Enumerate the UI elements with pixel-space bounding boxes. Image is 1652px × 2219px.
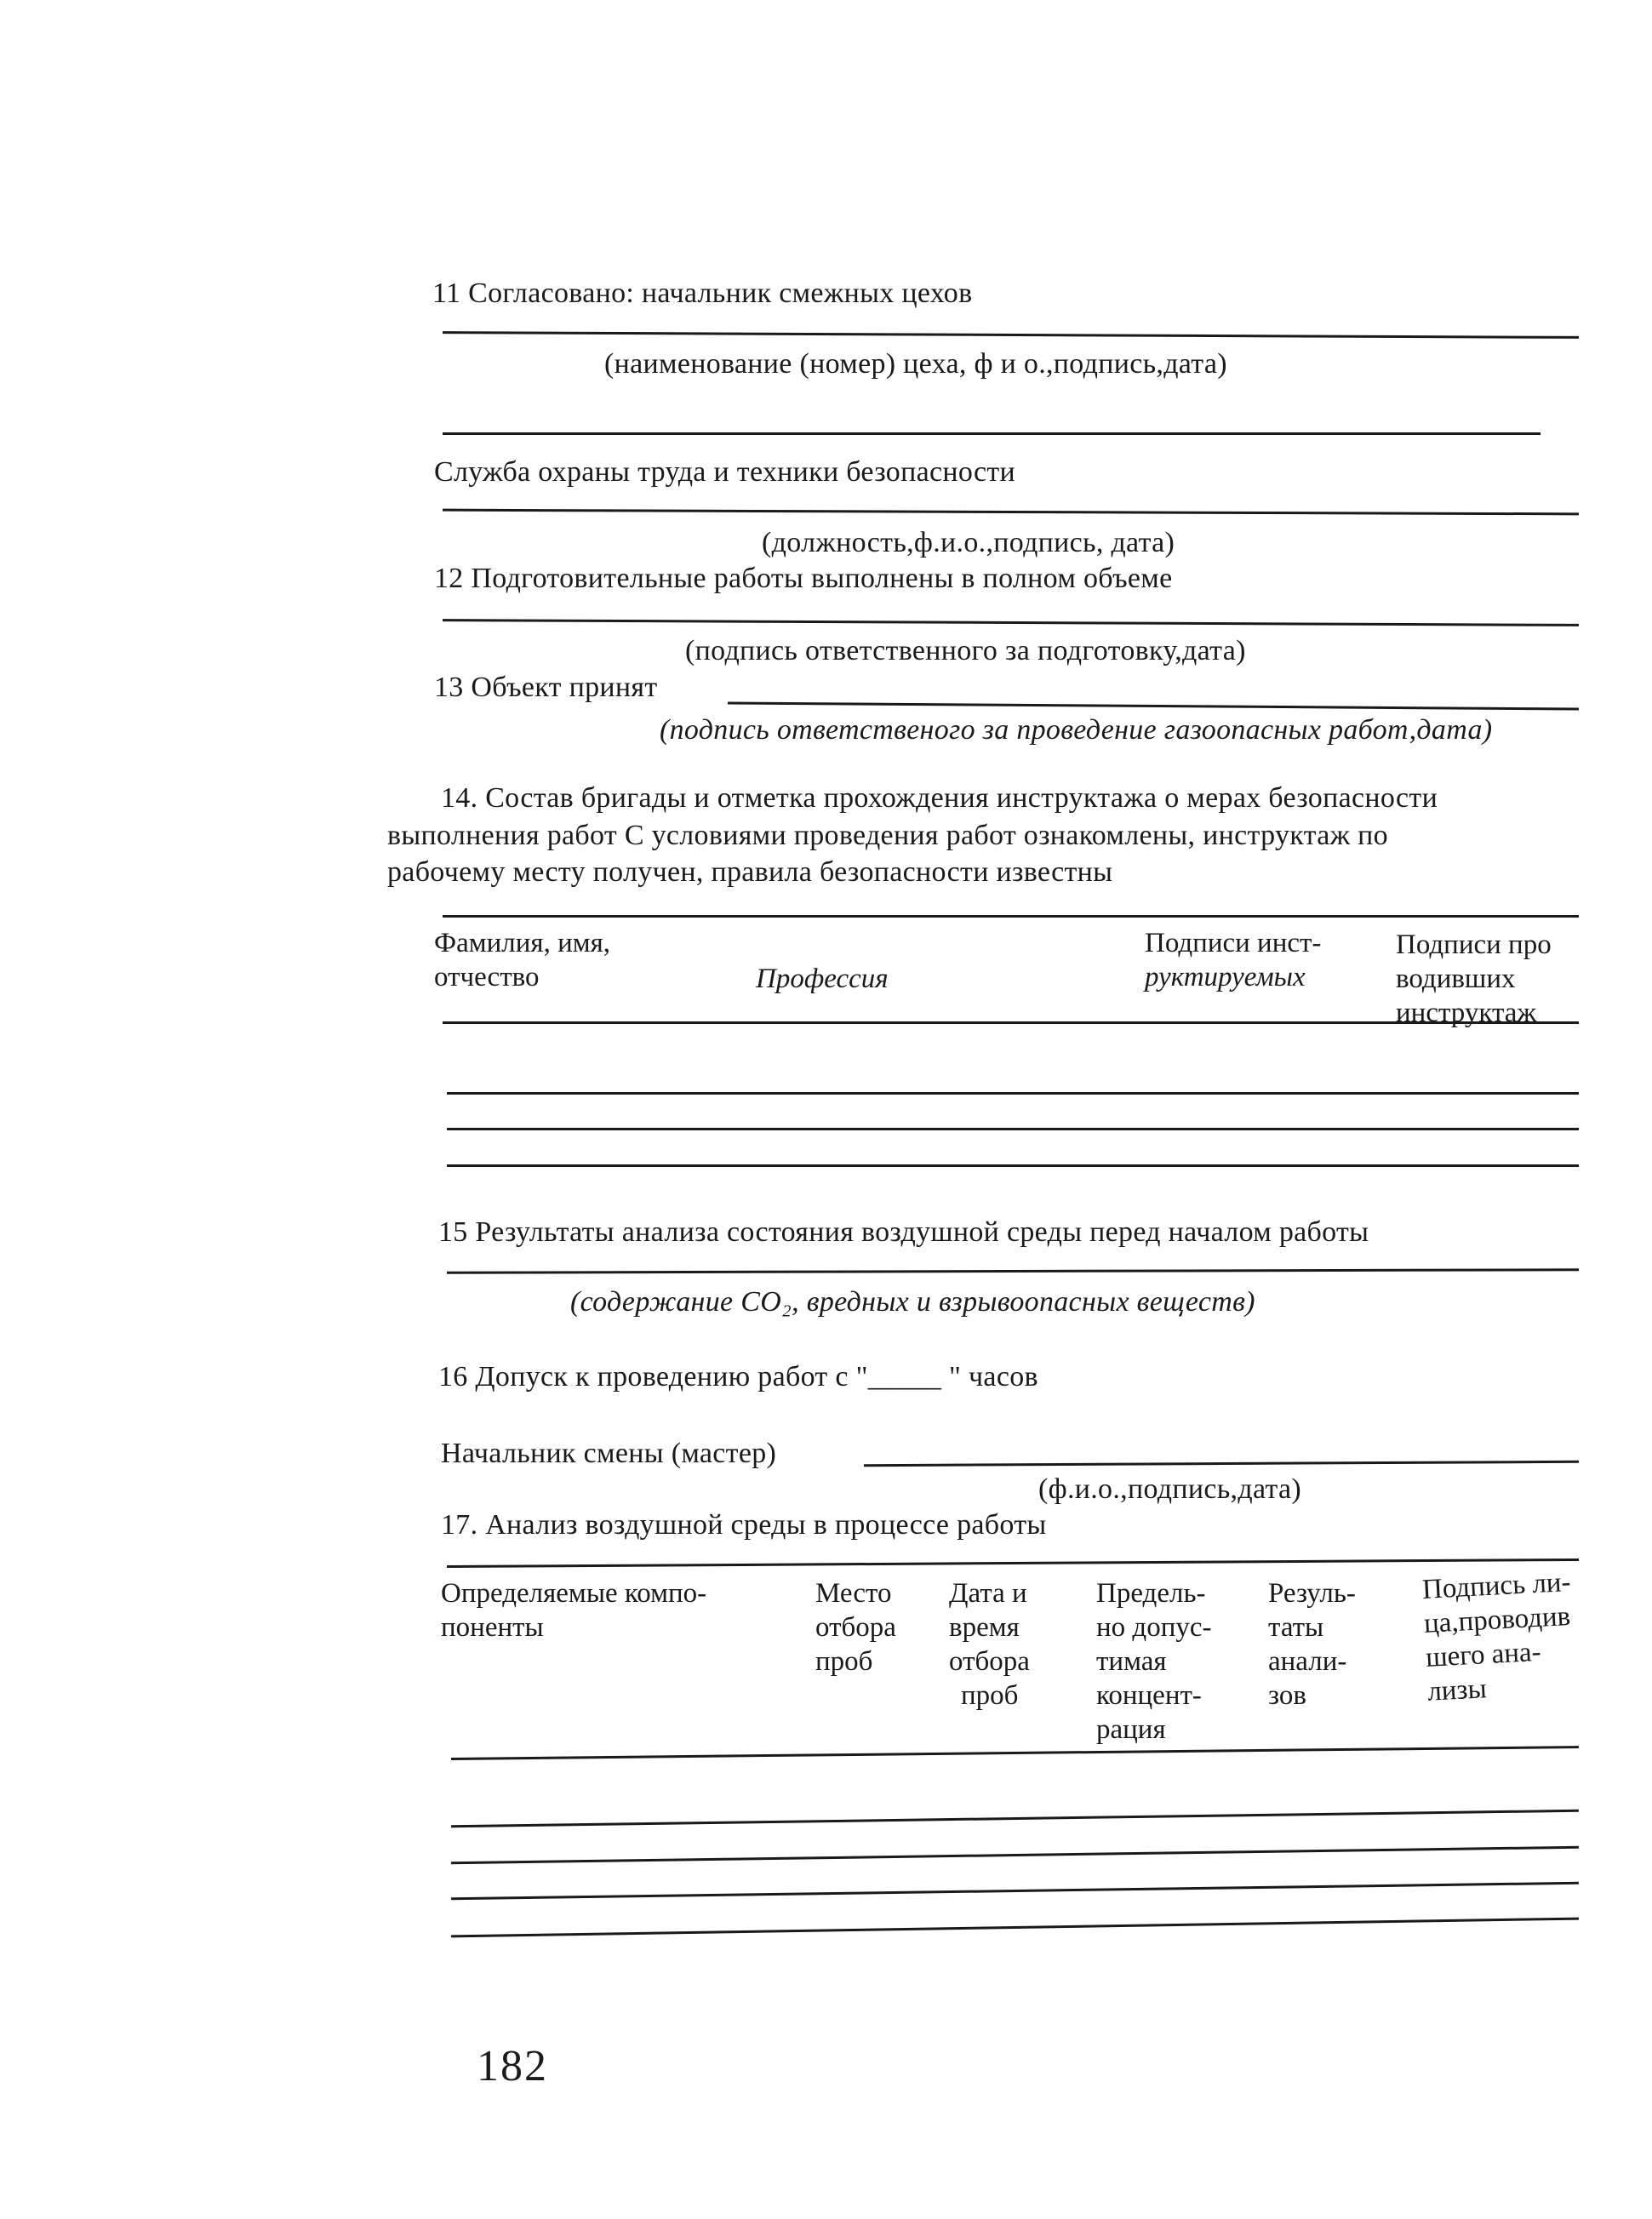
table-14-header-rule	[443, 1021, 1579, 1024]
table-14-header-profession: Профессия	[756, 964, 889, 994]
table-14-row-line	[447, 1128, 1579, 1130]
section-12-line	[443, 619, 1579, 626]
section-15-line	[447, 1268, 1579, 1273]
table-14-row-line	[447, 1092, 1579, 1095]
section-15-caption: (содержание CO₂, вредных и взрывоопасных веществ)	[570, 1286, 1255, 1318]
table-17-header-components: Определяемые компо- поненты	[441, 1578, 707, 1643]
table-17-row-line	[451, 1846, 1579, 1864]
table-14-header-instructed: Подписи инст- руктируемых	[1145, 928, 1322, 992]
section-14-line-3: рабочему месту получен, правила безопасности известны	[387, 856, 1113, 888]
section-16-title: 16 Допуск к проведению работ с "_____ " часов	[438, 1361, 1038, 1393]
section-11-title: 11 Согласовано: начальник смежных цехов	[432, 277, 973, 309]
section-14-line-2: выполнения работ С условиями проведения работ ознакомлены, инструктаж по	[387, 820, 1388, 851]
section-11-line	[443, 331, 1579, 339]
section-13-line	[728, 702, 1579, 711]
table-17-header-results: Резуль- таты анали- зов	[1268, 1578, 1356, 1711]
table-17-header-sampling-datetime: Дата и время отбора проб	[949, 1578, 1030, 1711]
table-14-top-rule	[443, 915, 1579, 918]
section-12-title: 12 Подготовительные работы выполнены в полном объеме	[434, 563, 1173, 594]
table-17-header-sampling-place: Место отбора проб	[815, 1578, 896, 1677]
shift-supervisor-line	[864, 1461, 1579, 1467]
section-11-line-2	[443, 432, 1541, 435]
section-16-caption: (ф.и.о.,подпись,дата)	[1038, 1473, 1302, 1505]
section-15-title: 15 Результаты анализа состояния воздушной среды перед началом работы	[438, 1216, 1369, 1248]
table-17-top-rule	[447, 1558, 1579, 1568]
table-17-header-analyst-signature: Подпись ли- ца,проводив шего ана- лизы	[1421, 1566, 1572, 1707]
table-17-header-max-concentration: Предель- но допус- тимая концент- рация	[1096, 1578, 1212, 1745]
table-14-header-instructor: Подписи про водивших инструктаж	[1396, 929, 1552, 1028]
page-number: 182	[477, 2042, 548, 2090]
safety-service-line	[443, 509, 1579, 516]
table-17-row-line	[451, 1918, 1579, 1938]
shift-supervisor-label: Начальник смены (мастер)	[441, 1438, 777, 1469]
table-17-row-line	[451, 1882, 1579, 1900]
table-17-row-line	[451, 1810, 1579, 1827]
safety-service-caption: (должность,ф.и.о.,подпись, дата)	[762, 527, 1175, 558]
safety-service-title: Служба охраны труда и техники безопасности	[434, 456, 1016, 488]
section-17-title: 17. Анализ воздушной среды в процессе работы	[441, 1509, 1047, 1541]
section-14-line-1: 14. Состав бригады и отметка прохождения инструктажа о мерах безопасности	[441, 782, 1438, 814]
table-17-header-rule	[451, 1746, 1579, 1760]
section-13-title: 13 Объект принят	[434, 672, 658, 703]
section-12-caption: (подпись ответственного за подготовку,дата)	[685, 635, 1246, 666]
section-11-caption: (наименование (номер) цеха, ф и о.,подпись,дата)	[604, 348, 1227, 380]
section-13-caption: (подпись ответственого за проведение газоопасных работ,дата)	[660, 714, 1493, 746]
table-14-header-name: Фамилия, имя, отчество	[434, 928, 611, 992]
table-14-row-line	[447, 1164, 1579, 1167]
